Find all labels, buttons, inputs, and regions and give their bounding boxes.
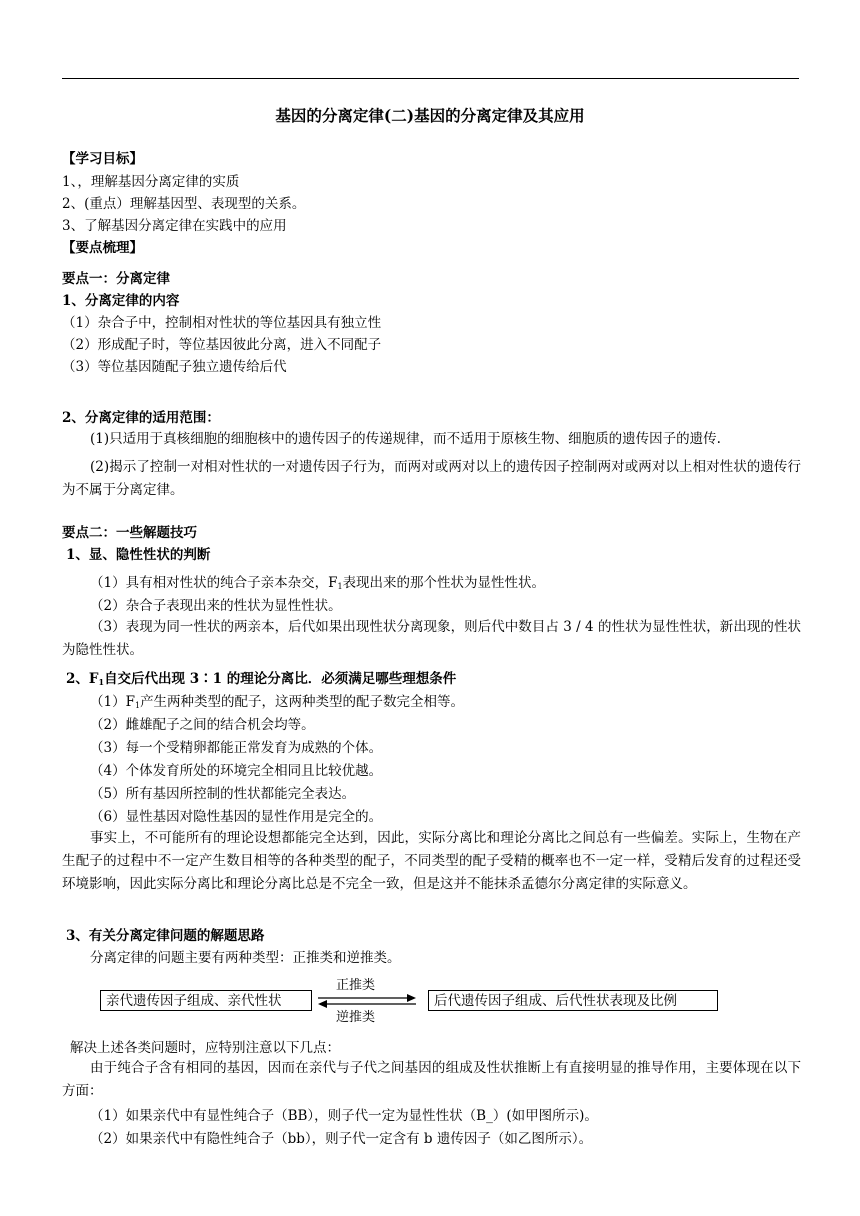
condition-item: （2）雌雄配子之间的结合机会均等。: [90, 717, 315, 733]
point1-heading: 要点一：分离定律: [62, 271, 170, 287]
condition-item: （3）每一个受精卵都能正常发育为成熟的个体。: [90, 740, 383, 756]
point1-sub1-item: （1）杂合子中，控制相对性状的等位基因具有独立性: [62, 315, 382, 331]
objectives-heading: 【学习目标】: [62, 151, 143, 167]
reverse-inference-label: 逆推类: [336, 1010, 376, 1025]
summary-heading: 【要点梳理】: [62, 240, 143, 256]
point2-sub2-heading: 2、$F_1$自交后代出现 3∶1 的理论分离比．必须满足哪些理想条件: [66, 671, 457, 687]
point2-sub3-heading: 3、有关分离定律问题的解题思路: [66, 928, 265, 944]
homozygote-item: （1）如果亲代中有显性纯合子（BB），则子代一定为显性性状（B_）(如甲图所示)。: [90, 1108, 598, 1124]
attention-note: 解决上述各类问题时，应特别注意以下几点：: [70, 1040, 340, 1056]
point1-sub1-heading: 1、分离定律的内容: [62, 293, 180, 309]
header-rule: [62, 78, 799, 79]
condition-item: （4）个体发育所处的环境完全相同且比较优越。: [90, 763, 383, 779]
condition-item: $(1)F_1$产生两种类型的配子，这两种类型的配子数完全相等。: [90, 694, 465, 710]
homozygote-item: （2）如果亲代中有隐性纯合子（bb），则子代一定含有 b 遗传因子（如乙图所示）。: [90, 1131, 593, 1147]
dominance-item: （1）具有相对性状的纯合子亲本杂交，$F_1$表现出来的那个性状为显性性状。: [90, 575, 546, 591]
problem-types-intro: 分离定律的问题主要有两种类型：正推类和逆推类。: [90, 950, 401, 966]
homozygote-paragraph: 由于纯合子含有相同的基因，因而在亲代与子代之间基因的组成及性状推断上有直接明显的推导作用，主要体现在以下方面：: [62, 1060, 801, 1099]
point2-sub1-heading: 1、显、隐性性状的判断: [66, 547, 211, 563]
point2-heading: 要点二：一些解题技巧: [62, 525, 197, 541]
forward-inference-label: 正推类: [336, 978, 376, 993]
condition-item: （5）所有基因所控制的性状都能完全表达。: [90, 786, 356, 802]
scope-paragraph-2: (2)揭示了控制一对相对性状的一对遗传因子行为，而两对或两对以上的遗传因子控制两对或两对以上相对性状的遗传行为不属于分离定律。: [62, 459, 801, 498]
objective-item: 2、(重点）理解基因型、表现型的关系。: [62, 196, 306, 212]
point1-sub1-item: （2）形成配子时，等位基因彼此分离，进入不同配子: [62, 337, 382, 353]
page-title: 基因的分离定律(二)基因的分离定律及其应用: [275, 106, 585, 125]
condition-item: （6）显性基因对隐性基因的显性作用是完全的。: [90, 809, 383, 825]
offspring-genotype-box: 后代遗传因子组成、后代性状表现及比例: [428, 990, 718, 1011]
dominance-item: （3）表现为同一性状的两亲本，后代如果出现性状分离现象，则后代中数目占 3 / 4 的性状为显性性状，新出现的性状为隐性性状。: [62, 619, 801, 658]
objective-item: 1、，理解基因分离定律的实质: [62, 174, 240, 190]
point1-sub2-heading: 2、分离定律的适用范围：: [62, 410, 220, 426]
point1-sub1-item: （3）等位基因随配子独立遗传给后代: [62, 359, 287, 375]
objective-item: 3、了解基因分离定律在实践中的应用: [62, 218, 287, 234]
parent-genotype-box: 亲代遗传因子组成、亲代性状: [100, 990, 312, 1011]
deviation-paragraph: 事实上，不可能所有的理论设想都能完全达到，因此，实际分离比和理论分离比之间总有一些偏差。实际上，生物在产生配子的过程中不一定产生数目相等的各种类型的配子，不同类型的配子受精的概率也不一定一样，受精后发育的过程还受环境影响，因此实际分离比和理论分离比总是不完全一致，但是这并不能抹杀孟德尔分离定律的实际意义。: [62, 830, 801, 892]
dominance-item: （2）杂合子表现出来的性状为显性性状。: [90, 598, 342, 614]
scope-paragraph-1: (1)只适用于真核细胞的细胞核中的遗传因子的传递规律，而不适用于原核生物、细胞质的遗传因子的遗传.: [90, 431, 721, 447]
